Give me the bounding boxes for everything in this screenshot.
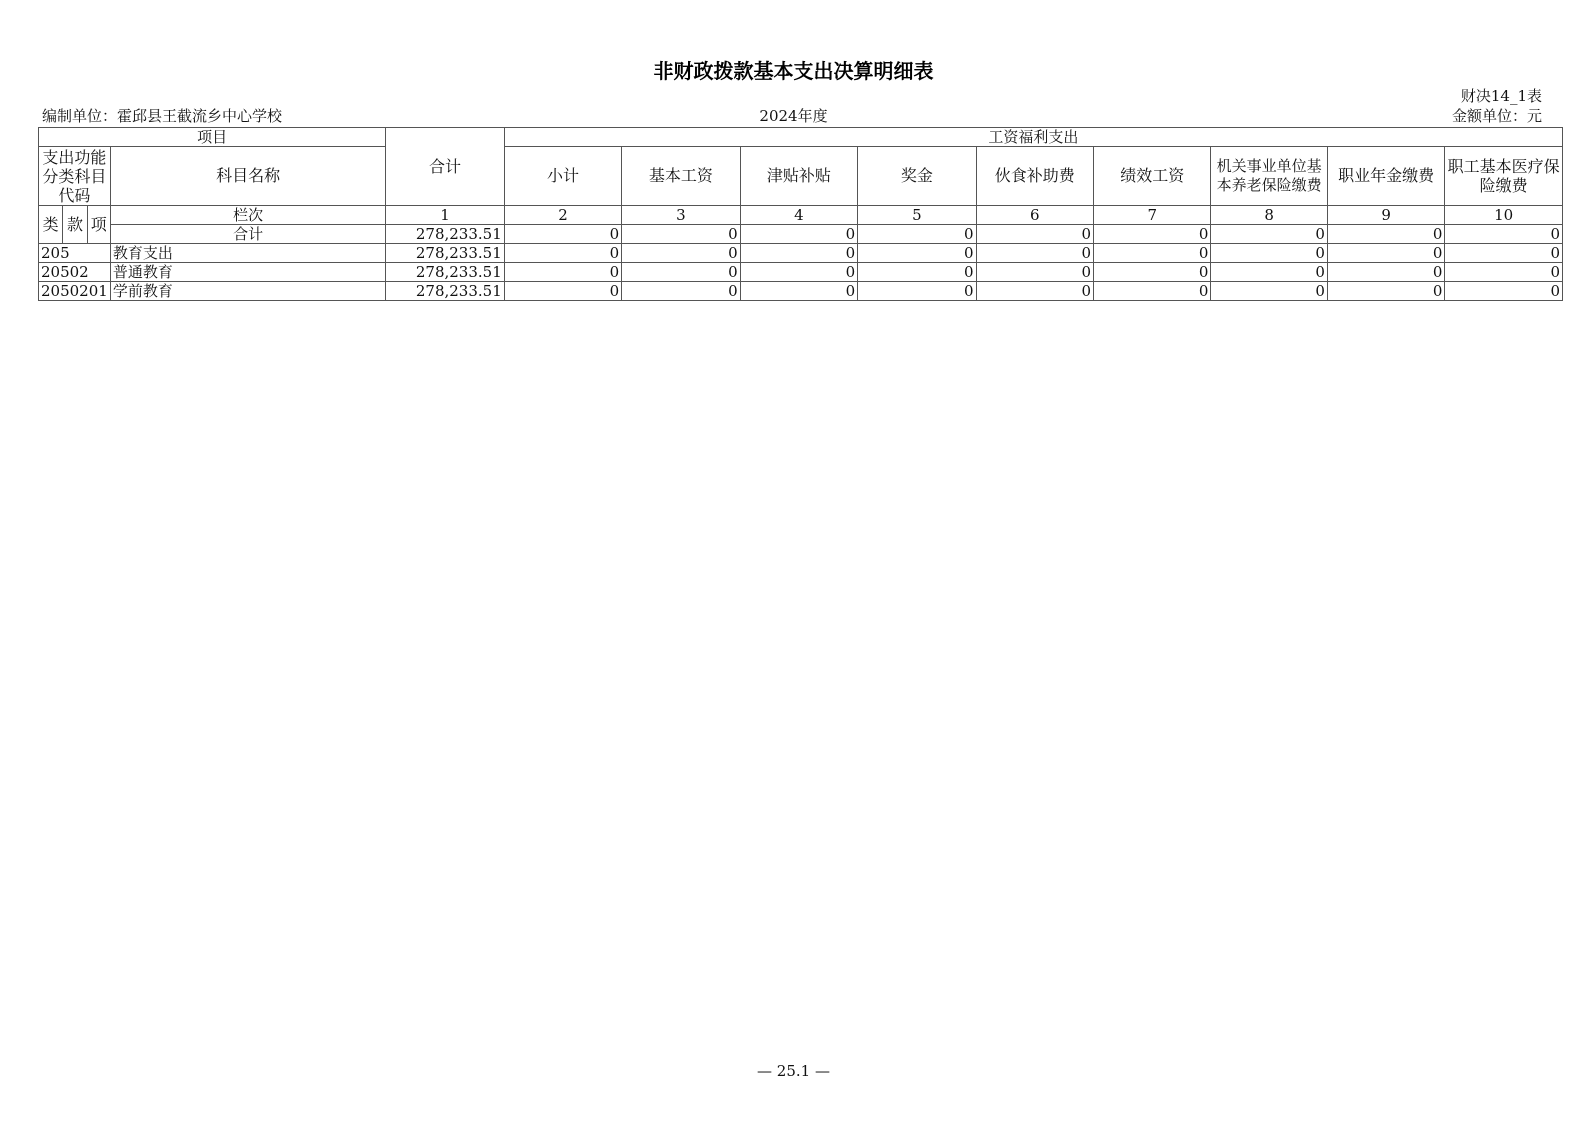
table-cell: 0	[1211, 282, 1327, 301]
expenditure-table	[38, 127, 1563, 301]
col-number: 6	[976, 206, 1093, 225]
table-cell: 0	[622, 263, 740, 282]
table-cell: 0	[740, 263, 857, 282]
header-lanci: 栏次	[110, 206, 385, 225]
fiscal-year: 2024年度	[759, 107, 828, 125]
row-name: 普通教育	[110, 263, 385, 282]
header-group-salary-welfare: 工资福利支出	[504, 128, 1562, 147]
row-code: 20502	[39, 263, 111, 282]
header-kuan: 款	[63, 206, 87, 244]
header-row-2	[39, 147, 1563, 206]
row-total: 278,233.51	[386, 244, 504, 263]
table-cell: 0	[622, 225, 740, 244]
table-cell: 0	[1445, 263, 1563, 282]
col-number: 8	[1211, 206, 1327, 225]
table-cell: 0	[1327, 225, 1444, 244]
table-cell: 0	[976, 282, 1093, 301]
header-col-basic-salary: 基本工资	[622, 147, 740, 206]
header-project: 项目	[39, 128, 386, 147]
header-xiang: 项	[87, 206, 110, 244]
header-row-1	[39, 128, 1563, 147]
table-cell: 0	[1094, 225, 1211, 244]
table-cell: 0	[976, 263, 1093, 282]
table-cell: 0	[740, 282, 857, 301]
table-cell: 0	[976, 225, 1093, 244]
table-cell: 0	[858, 263, 976, 282]
header-col-performance-pay: 绩效工资	[1094, 147, 1211, 206]
table-cell: 0	[1327, 244, 1444, 263]
col-number: 4	[740, 206, 857, 225]
table-cell: 0	[740, 225, 857, 244]
col-number: 2	[504, 206, 621, 225]
table-cell: 0	[858, 244, 976, 263]
row-name: 学前教育	[110, 282, 385, 301]
table-cell: 0	[1211, 244, 1327, 263]
compiling-unit: 编制单位：霍邱县王截流乡中心学校	[42, 107, 283, 125]
money-unit: 金额单位：元	[1451, 107, 1542, 125]
table-cell: 0	[1094, 244, 1211, 263]
row-total: 278,233.51	[386, 263, 504, 282]
table-row	[39, 244, 1563, 263]
row-total: 278,233.51	[386, 282, 504, 301]
col-number: 1	[386, 206, 504, 225]
header-total: 合计	[386, 128, 504, 206]
table-cell: 0	[504, 244, 621, 263]
table-row	[39, 282, 1563, 301]
table-cell: 0	[1445, 282, 1563, 301]
table-cell: 0	[1094, 263, 1211, 282]
table-cell: 0	[504, 282, 621, 301]
table-cell: 0	[858, 225, 976, 244]
table-cell: 0	[1445, 244, 1563, 263]
table-cell: 0	[622, 244, 740, 263]
form-number: 财决14_1表	[1460, 87, 1542, 105]
header-col-meal-subsidy: 伙食补助费	[976, 147, 1093, 206]
header-col-pension-insurance: 机关事业单位基本养老保险缴费	[1211, 147, 1327, 206]
total-row	[39, 225, 1563, 244]
header-col-subtotal: 小计	[504, 147, 621, 206]
table-row	[39, 263, 1563, 282]
header-func-code: 支出功能分类科目代码	[39, 147, 111, 206]
col-number: 9	[1327, 206, 1444, 225]
table-cell: 0	[858, 282, 976, 301]
table-cell: 0	[1211, 263, 1327, 282]
table-cell: 0	[740, 244, 857, 263]
table-cell: 0	[1327, 263, 1444, 282]
table-cell: 0	[504, 263, 621, 282]
table-cell: 0	[504, 225, 621, 244]
total-row-total: 278,233.51	[386, 225, 504, 244]
row-name: 教育支出	[110, 244, 385, 263]
page-title: 非财政拨款基本支出决算明细表	[653, 59, 934, 83]
table-cell: 0	[976, 244, 1093, 263]
table-cell: 0	[1445, 225, 1563, 244]
col-number: 7	[1094, 206, 1211, 225]
header-col-bonus: 奖金	[858, 147, 976, 206]
col-number: 5	[858, 206, 976, 225]
table-cell: 0	[622, 282, 740, 301]
total-row-label: 合计	[110, 225, 385, 244]
header-lei: 类	[39, 206, 63, 244]
header-col-medical-insurance: 职工基本医疗保险缴费	[1445, 147, 1563, 206]
column-number-row	[39, 206, 1563, 225]
header-col-allowance: 津贴补贴	[740, 147, 857, 206]
col-number: 10	[1445, 206, 1563, 225]
header-col-occupational-annuity: 职业年金缴费	[1327, 147, 1444, 206]
page-number: — 25.1 —	[757, 1062, 830, 1080]
header-subject-name: 科目名称	[110, 147, 385, 206]
table-cell: 0	[1327, 282, 1444, 301]
row-code: 205	[39, 244, 111, 263]
table-cell: 0	[1211, 225, 1327, 244]
col-number: 3	[622, 206, 740, 225]
table-cell: 0	[1094, 282, 1211, 301]
row-code: 2050201	[39, 282, 111, 301]
